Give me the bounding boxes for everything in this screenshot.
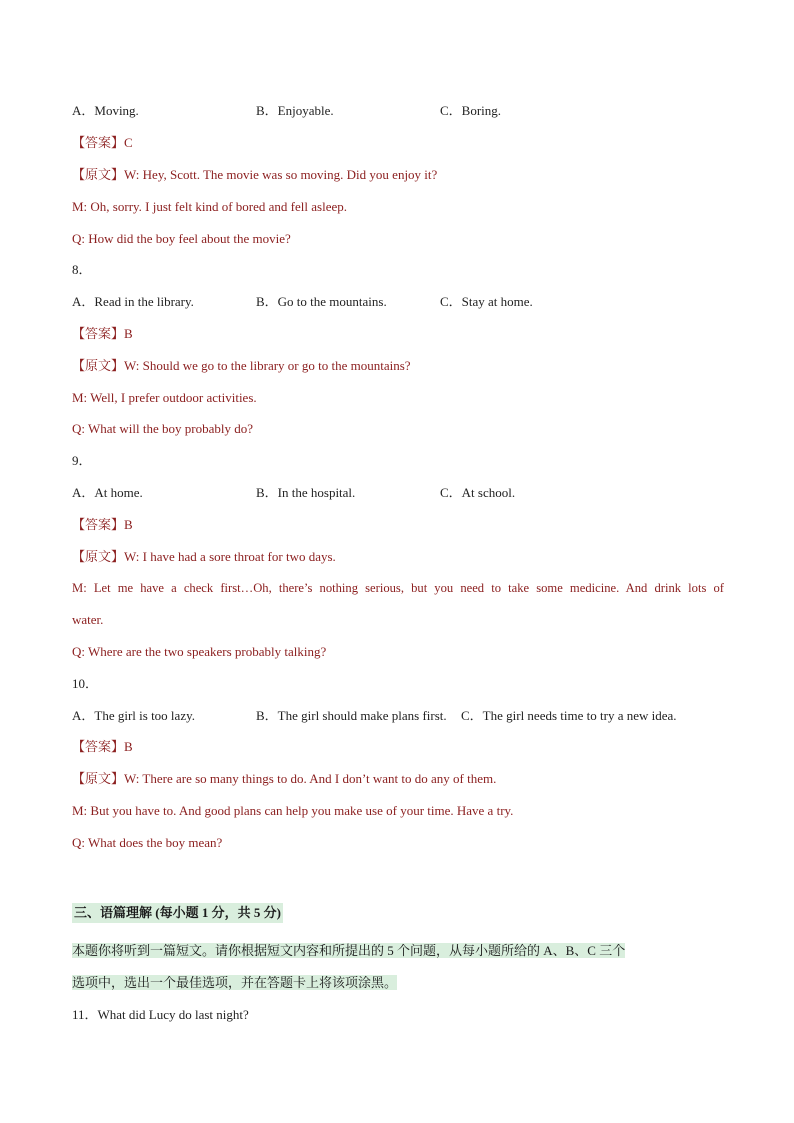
q9-script-line-2: M: Let me have a check first…Oh, there’s nothing serious, but you need to take some medicine. And drink lots of	[72, 581, 724, 595]
answer-tag: 【答案】	[72, 517, 125, 532]
q8-answer	[72, 325, 133, 343]
script-text: W: Hey, Scott. The movie was so moving. Did you enjoy it?	[124, 167, 438, 182]
q7-option-c: C．Boring.	[440, 103, 502, 118]
q10-script-line-2: M: But you have to. And good plans can help you make use of your time. Have a try.	[72, 803, 514, 818]
q8-number: 8．	[72, 262, 92, 277]
q10-answer	[72, 738, 133, 756]
answer-value: B	[124, 739, 133, 754]
script-tag: 【原文】	[72, 549, 125, 564]
q9-script-line-4: Q: Where are the two speakers probably talking?	[72, 644, 327, 659]
script-tag: 【原文】	[72, 771, 125, 786]
answer-tag: 【答案】	[72, 326, 125, 341]
q10-option-c: C．The girl needs time to try a new idea.	[461, 708, 677, 723]
script-tag: 【原文】	[72, 167, 125, 182]
q10-option-b: B．The girl should make plans first.	[256, 708, 447, 723]
q9-script-line-3: water.	[72, 612, 104, 627]
q7-answer	[72, 134, 133, 152]
q7-script-line-3: Q: How did the boy feel about the movie?	[72, 231, 291, 246]
q7-script-line-1	[72, 166, 437, 184]
q8-script-line-2: M: Well, I prefer outdoor activities.	[72, 390, 257, 405]
q7-option-a: A．Moving.	[72, 103, 139, 118]
section-title: 三、语篇理解 (每小题 1 分，共 5 分)	[72, 903, 283, 923]
script-text: W: Should we go to the library or go to the mountains?	[124, 358, 411, 373]
q9-number: 9．	[72, 453, 92, 468]
answer-value: B	[124, 326, 133, 341]
q9-option-b: B．In the hospital.	[256, 485, 356, 500]
q8-option-b: B．Go to the mountains.	[256, 294, 387, 309]
instruction-line-1: 本题你将听到一篇短文。请你根据短文内容和所提出的 5 个问题，从每小题所给的 A、B、C 三个	[72, 943, 626, 958]
q7-option-b: B．Enjoyable.	[256, 103, 334, 118]
instruction-line-2: 选项中，选出一个最佳选项，并在答题卡上将该项涂黑。	[72, 975, 398, 990]
q9-option-a: A．At home.	[72, 485, 143, 500]
q11-question: 11．What did Lucy do last night?	[72, 1007, 249, 1022]
answer-tag: 【答案】	[72, 135, 125, 150]
q10-option-a: A．The girl is too lazy.	[72, 708, 195, 723]
q9-answer	[72, 516, 133, 534]
section-instruction-cont	[72, 973, 724, 993]
answer-value: B	[124, 517, 133, 532]
q8-option-a: A．Read in the library.	[72, 294, 194, 309]
q9-script-line-1	[72, 548, 336, 566]
q10-script-line-3: Q: What does the boy mean?	[72, 835, 223, 850]
answer-value: C	[124, 135, 133, 150]
q9-option-c: C．At school.	[440, 485, 516, 500]
q10-script-line-1	[72, 770, 496, 788]
section-instruction	[72, 941, 724, 961]
q8-option-c: C．Stay at home.	[440, 294, 533, 309]
q8-script-line-1	[72, 357, 411, 375]
answer-tag: 【答案】	[72, 739, 125, 754]
script-text: W: I have had a sore throat for two days.	[124, 549, 336, 564]
script-text: W: There are so many things to do. And I don’t want to do any of them.	[124, 771, 497, 786]
q7-script-line-2: M: Oh, sorry. I just felt kind of bored and fell asleep.	[72, 199, 347, 214]
q8-script-line-3: Q: What will the boy probably do?	[72, 421, 254, 436]
script-tag: 【原文】	[72, 358, 125, 373]
q10-number: 10．	[72, 676, 99, 691]
